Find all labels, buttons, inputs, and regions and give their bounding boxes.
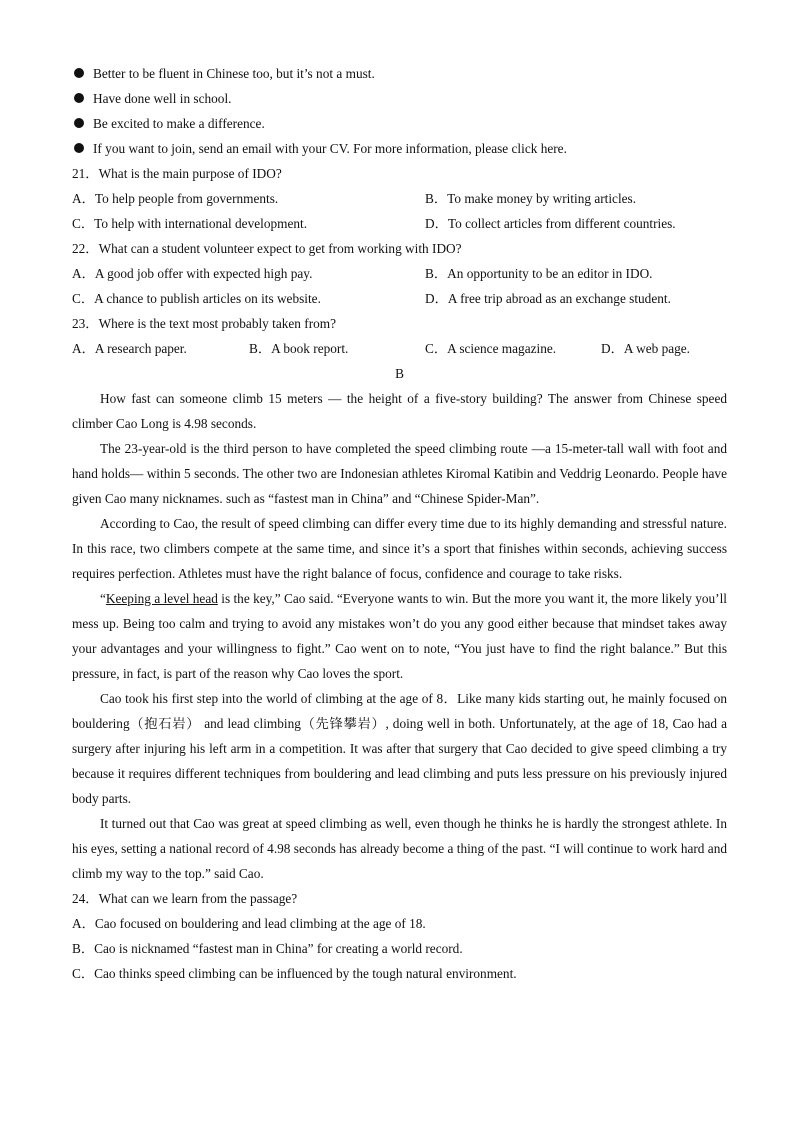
q24-option-a: A．Cao focused on bouldering and lead climbing at the age of 18.	[72, 916, 426, 931]
bullet-icon	[74, 93, 84, 103]
question-22-options-row	[72, 286, 727, 311]
q22-option-c: C．A chance to publish articles on its website.	[72, 291, 321, 306]
passage-paragraph-2: The 23-year-old is the third person to have completed the speed climbing route —a 15-meter-tall wall with foot and hand holds— within 5 seconds. The other two are Indonesian athletes Kiromal Katibin and Veddrig Leonardo. People have given Cao many nicknames. such as “fastest man in China” and “Chinese Spider-Man”.	[72, 441, 727, 506]
q22-option-a: A．A good job offer with expected high pay.	[72, 266, 313, 281]
q23-option-d: D．A web page.	[601, 341, 690, 356]
bullet-icon	[74, 118, 84, 128]
question-23-stem: 23．Where is the text most probably taken from?	[72, 316, 337, 331]
passage-paragraph-5: Cao took his first step into the world of climbing at the age of 8．Like many kids starting out, he mainly focused on bouldering（抱石岩） and lead climbing（先锋攀岩）, doing well in both. Unfortunately, at the age of 18, Cao had a surgery after injuring his left arm in a competition. It was after that surgery that Cao decided to give speed climbing a try because it requires different techniques from bouldering and lead climbing and puts less pressure on his previously injured body parts.	[72, 691, 727, 806]
q22-option-b: B．An opportunity to be an editor in IDO.	[425, 266, 653, 281]
q21-option-d: D．To collect articles from different countries.	[425, 216, 676, 231]
question-21-options-row	[72, 211, 727, 236]
question-22-stem: 22．What can a student volunteer expect to get from working with IDO?	[72, 241, 462, 256]
question-21-stem: 21．What is the main purpose of IDO?	[72, 166, 282, 181]
q21-option-c: C．To help with international development.	[72, 216, 308, 231]
paragraph-4-text: is the key,” Cao said. “Everyone wants to win. But the more you want it, the more likely you’ll mess up. Being too calm and trying to avoid any mistakes won’t do you any good either because that mindset takes away your advantages and your willingness to fight.” Cao went on to note, “You just have to find the right balance.” But this pressure, in fact, is part of the reason why Cao loves the sport.	[72, 591, 727, 681]
passage-paragraph-3: According to Cao, the result of speed climbing can differ every time due to its highly demanding and stressful nature. In this race, two climbers compete at the same time, and since it’s a sport that finishes within seconds, achieving success requires perfection. Athletes must have the right balance of focus, confidence and courage to take risks.	[72, 516, 727, 581]
requirement-item	[72, 111, 727, 136]
q24-option-b: B．Cao is nicknamed “fastest man in China” for creating a world record.	[72, 941, 463, 956]
question-22-options-row	[72, 261, 727, 286]
q21-option-a: A．To help people from governments.	[72, 191, 279, 206]
question-23-options-row	[72, 336, 727, 361]
q23-option-a: A．A research paper.	[72, 341, 187, 356]
exam-page	[72, 61, 727, 986]
q21-option-b: B．To make money by writing articles.	[425, 191, 637, 206]
passage-paragraph-4	[72, 586, 727, 686]
q22-option-d: D．A free trip abroad as an exchange student.	[425, 291, 671, 306]
bullet-icon	[74, 143, 84, 153]
requirement-text: Have done well in school.	[93, 91, 232, 106]
requirement-item	[72, 61, 727, 86]
bullet-icon	[74, 68, 84, 78]
q23-option-c: C．A science magazine.	[425, 341, 557, 356]
requirement-text: If you want to join, send an email with your CV. For more information, please click here.	[93, 141, 567, 156]
requirement-text: Better to be fluent in Chinese too, but it’s not a must.	[93, 66, 375, 81]
q23-option-b: B．A book report.	[249, 341, 349, 356]
section-heading: B	[395, 366, 404, 381]
passage-paragraph-6: It turned out that Cao was great at speed climbing as well, even though he thinks he is hardly the strongest athlete. In his eyes, setting a national record of 4.98 seconds has already become a thing of the past. “I will continue to work hard and climb my way to the top.” said Cao.	[72, 816, 727, 881]
q24-option-c: C．Cao thinks speed climbing can be influenced by the tough natural environment.	[72, 966, 517, 981]
question-24-stem: 24．What can we learn from the passage?	[72, 891, 298, 906]
requirement-item	[72, 86, 727, 111]
requirement-item	[72, 136, 727, 161]
underlined-phrase: Keeping a level head	[105, 591, 218, 606]
quote-open: “	[100, 591, 106, 606]
passage-paragraph-1: How fast can someone climb 15 meters — the height of a five-story building? The answer from Chinese speed climber Cao Long is 4.98 seconds.	[72, 391, 727, 431]
question-21-options-row	[72, 186, 727, 211]
requirement-text: Be excited to make a difference.	[93, 116, 265, 131]
